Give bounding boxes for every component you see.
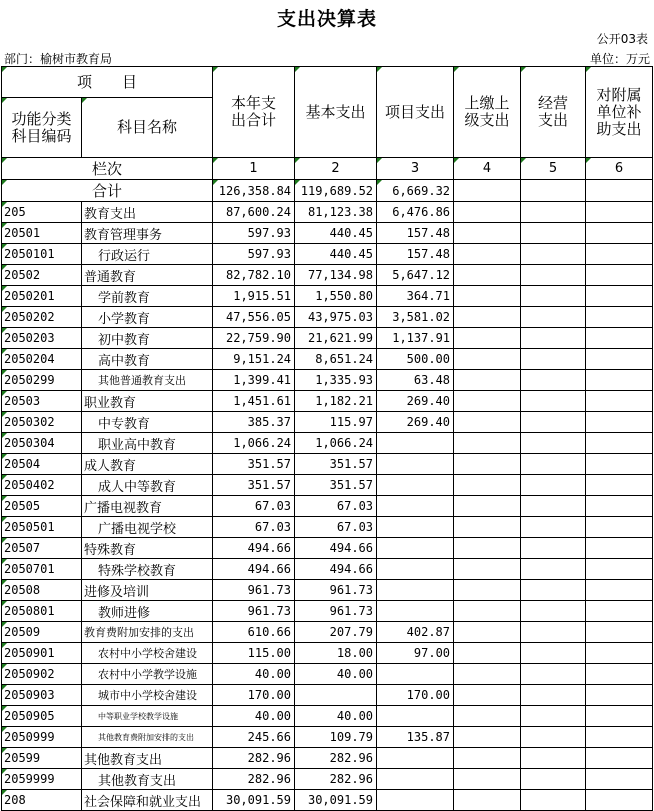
row-total: 282.96 xyxy=(213,769,295,790)
row-business xyxy=(521,538,586,559)
row-business xyxy=(521,202,586,223)
row-project xyxy=(377,664,454,685)
table-row xyxy=(2,307,653,328)
row-project: 269.40 xyxy=(377,412,454,433)
row-upper xyxy=(454,370,521,391)
row-total: 1,451.61 xyxy=(213,391,295,412)
row-upper xyxy=(454,559,521,580)
row-total: 1,399.41 xyxy=(213,370,295,391)
row-code: 20505 xyxy=(2,496,82,517)
row-code: 20501 xyxy=(2,223,82,244)
column-num-1: 1 xyxy=(213,158,295,180)
row-upper xyxy=(454,286,521,307)
table-row xyxy=(2,664,653,685)
table-row xyxy=(2,538,653,559)
row-basic: 494.66 xyxy=(295,559,377,580)
row-business xyxy=(521,580,586,601)
row-name: 普通教育 xyxy=(82,265,213,286)
row-basic: 961.73 xyxy=(295,580,377,601)
table-number: 公开03表 xyxy=(596,32,648,46)
table-row xyxy=(2,454,653,475)
row-name: 城市中小学校舍建设 xyxy=(82,685,213,706)
row-subsidy xyxy=(586,244,653,265)
table-row xyxy=(2,790,653,811)
row-basic: 40.00 xyxy=(295,706,377,727)
table-row xyxy=(2,265,653,286)
row-name: 社会保障和就业支出 xyxy=(82,790,213,811)
row-project xyxy=(377,433,454,454)
row-total: 9,151.24 xyxy=(213,349,295,370)
row-upper xyxy=(454,685,521,706)
row-business xyxy=(521,244,586,265)
row-project: 402.87 xyxy=(377,622,454,643)
row-code: 2050101 xyxy=(2,244,82,265)
row-name: 职业教育 xyxy=(82,391,213,412)
row-basic xyxy=(295,685,377,706)
table-row xyxy=(2,328,653,349)
row-upper xyxy=(454,643,521,664)
row-subsidy xyxy=(586,454,653,475)
table-row xyxy=(2,601,653,622)
row-business xyxy=(521,622,586,643)
row-project: 1,137.91 xyxy=(377,328,454,349)
table-row xyxy=(2,496,653,517)
row-upper xyxy=(454,412,521,433)
row-project xyxy=(377,601,454,622)
row-basic: 440.45 xyxy=(295,223,377,244)
row-project xyxy=(377,706,454,727)
row-upper xyxy=(454,664,521,685)
row-name: 农村中小学教学设施 xyxy=(82,664,213,685)
row-project: 5,647.12 xyxy=(377,265,454,286)
row-business xyxy=(521,307,586,328)
total-row-business xyxy=(521,180,586,202)
row-code: 2050801 xyxy=(2,601,82,622)
header-name: 科目名称 xyxy=(82,98,213,158)
row-upper xyxy=(454,601,521,622)
report-title: 支出决算表 xyxy=(276,8,377,30)
row-business xyxy=(521,349,586,370)
row-total: 610.66 xyxy=(213,622,295,643)
row-basic: 207.79 xyxy=(295,622,377,643)
row-code: 20504 xyxy=(2,454,82,475)
column-num-5: 5 xyxy=(521,158,586,180)
row-name: 行政运行 xyxy=(82,244,213,265)
row-project: 170.00 xyxy=(377,685,454,706)
row-code: 2050201 xyxy=(2,286,82,307)
row-upper xyxy=(454,265,521,286)
header-item: 项 目 xyxy=(2,67,213,98)
row-basic: 30,091.59 xyxy=(295,790,377,811)
table-row xyxy=(2,202,653,223)
row-project xyxy=(377,748,454,769)
row-business xyxy=(521,517,586,538)
row-business xyxy=(521,727,586,748)
row-business xyxy=(521,643,586,664)
row-basic: 351.57 xyxy=(295,475,377,496)
row-basic: 351.57 xyxy=(295,454,377,475)
row-upper xyxy=(454,538,521,559)
row-upper xyxy=(454,517,521,538)
row-code: 20503 xyxy=(2,391,82,412)
row-upper xyxy=(454,706,521,727)
row-name: 成人中等教育 xyxy=(82,475,213,496)
row-upper xyxy=(454,328,521,349)
row-name: 其他普通教育支出 xyxy=(82,370,213,391)
row-subsidy xyxy=(586,664,653,685)
row-code: 2050204 xyxy=(2,349,82,370)
row-basic: 18.00 xyxy=(295,643,377,664)
row-basic: 282.96 xyxy=(295,769,377,790)
row-code: 20507 xyxy=(2,538,82,559)
table-row xyxy=(2,223,653,244)
table-row xyxy=(2,685,653,706)
row-business xyxy=(521,769,586,790)
row-code: 20508 xyxy=(2,580,82,601)
total-row-basic: 119,689.52 xyxy=(295,180,377,202)
row-project xyxy=(377,580,454,601)
row-business xyxy=(521,223,586,244)
row-total: 87,600.24 xyxy=(213,202,295,223)
row-project xyxy=(377,517,454,538)
header-subsidy: 对附属单位补助支出 xyxy=(586,67,653,158)
row-upper xyxy=(454,475,521,496)
row-name: 成人教育 xyxy=(82,454,213,475)
row-name: 中等职业学校教学设施 xyxy=(82,706,213,727)
row-total: 494.66 xyxy=(213,538,295,559)
row-business xyxy=(521,496,586,517)
total-row-project: 6,669.32 xyxy=(377,180,454,202)
row-business xyxy=(521,559,586,580)
row-subsidy xyxy=(586,580,653,601)
row-basic: 494.66 xyxy=(295,538,377,559)
row-code: 2059999 xyxy=(2,769,82,790)
row-total: 961.73 xyxy=(213,580,295,601)
row-basic: 43,975.03 xyxy=(295,307,377,328)
row-total: 597.93 xyxy=(213,223,295,244)
row-business xyxy=(521,391,586,412)
row-total: 385.37 xyxy=(213,412,295,433)
row-upper xyxy=(454,727,521,748)
row-total: 40.00 xyxy=(213,706,295,727)
row-upper xyxy=(454,433,521,454)
row-project: 135.87 xyxy=(377,727,454,748)
row-subsidy xyxy=(586,538,653,559)
row-name: 特殊学校教育 xyxy=(82,559,213,580)
row-project xyxy=(377,559,454,580)
row-code: 2050302 xyxy=(2,412,82,433)
row-upper xyxy=(454,244,521,265)
row-upper xyxy=(454,496,521,517)
row-name: 职业高中教育 xyxy=(82,433,213,454)
table-row xyxy=(2,244,653,265)
table-row xyxy=(2,706,653,727)
row-subsidy xyxy=(586,433,653,454)
row-code: 205 xyxy=(2,202,82,223)
row-subsidy xyxy=(586,685,653,706)
row-upper xyxy=(454,349,521,370)
row-basic: 77,134.98 xyxy=(295,265,377,286)
row-project: 157.48 xyxy=(377,244,454,265)
row-upper xyxy=(454,622,521,643)
row-subsidy xyxy=(586,328,653,349)
row-name: 教育费附加安排的支出 xyxy=(82,622,213,643)
table-row xyxy=(2,391,653,412)
row-name: 特殊教育 xyxy=(82,538,213,559)
row-subsidy xyxy=(586,412,653,433)
row-name: 中专教育 xyxy=(82,412,213,433)
row-project: 6,476.86 xyxy=(377,202,454,223)
row-total: 351.57 xyxy=(213,475,295,496)
row-business xyxy=(521,328,586,349)
row-basic: 21,621.99 xyxy=(295,328,377,349)
row-subsidy xyxy=(586,223,653,244)
row-total: 245.66 xyxy=(213,727,295,748)
unit-label: 单位：万元 xyxy=(589,52,650,66)
row-subsidy xyxy=(586,643,653,664)
row-upper xyxy=(454,790,521,811)
row-total: 494.66 xyxy=(213,559,295,580)
row-business xyxy=(521,706,586,727)
row-subsidy xyxy=(586,286,653,307)
total-row-total: 126,358.84 xyxy=(213,180,295,202)
row-name: 教师进修 xyxy=(82,601,213,622)
row-basic: 961.73 xyxy=(295,601,377,622)
row-total: 597.93 xyxy=(213,244,295,265)
row-name: 初中教育 xyxy=(82,328,213,349)
row-subsidy xyxy=(586,496,653,517)
header-upper: 上缴上级支出 xyxy=(454,67,521,158)
row-project xyxy=(377,454,454,475)
row-project: 63.48 xyxy=(377,370,454,391)
row-project: 500.00 xyxy=(377,349,454,370)
row-total: 961.73 xyxy=(213,601,295,622)
row-name: 高中教育 xyxy=(82,349,213,370)
row-name: 其他教育支出 xyxy=(82,769,213,790)
total-row-subsidy xyxy=(586,180,653,202)
row-code: 2050905 xyxy=(2,706,82,727)
row-code: 2050701 xyxy=(2,559,82,580)
row-total: 67.03 xyxy=(213,496,295,517)
row-project xyxy=(377,496,454,517)
row-subsidy xyxy=(586,307,653,328)
column-row-label: 栏次 xyxy=(2,158,213,180)
row-code: 20599 xyxy=(2,748,82,769)
row-upper xyxy=(454,202,521,223)
row-upper xyxy=(454,307,521,328)
row-project: 269.40 xyxy=(377,391,454,412)
header-code: 功能分类科目编码 xyxy=(2,98,82,158)
row-code: 2050299 xyxy=(2,370,82,391)
row-basic: 282.96 xyxy=(295,748,377,769)
row-subsidy xyxy=(586,391,653,412)
row-name: 其他教育支出 xyxy=(82,748,213,769)
row-code: 2050202 xyxy=(2,307,82,328)
row-total: 282.96 xyxy=(213,748,295,769)
row-basic: 1,335.93 xyxy=(295,370,377,391)
row-name: 进修及培训 xyxy=(82,580,213,601)
row-name: 学前教育 xyxy=(82,286,213,307)
row-total: 47,556.05 xyxy=(213,307,295,328)
column-num-6: 6 xyxy=(586,158,653,180)
total-row-upper xyxy=(454,180,521,202)
table-row xyxy=(2,412,653,433)
row-code: 2050402 xyxy=(2,475,82,496)
row-code: 208 xyxy=(2,790,82,811)
row-total: 67.03 xyxy=(213,517,295,538)
row-business xyxy=(521,664,586,685)
row-basic: 440.45 xyxy=(295,244,377,265)
row-basic: 8,651.24 xyxy=(295,349,377,370)
table-row xyxy=(2,559,653,580)
row-upper xyxy=(454,769,521,790)
row-business xyxy=(521,286,586,307)
column-num-2: 2 xyxy=(295,158,377,180)
row-basic: 67.03 xyxy=(295,496,377,517)
row-subsidy xyxy=(586,202,653,223)
department-label: 部门：榆树市教育局 xyxy=(4,52,113,66)
total-row-label: 合计 xyxy=(2,180,213,202)
row-business xyxy=(521,475,586,496)
row-code: 20509 xyxy=(2,622,82,643)
row-project xyxy=(377,769,454,790)
header-project: 项目支出 xyxy=(377,67,454,158)
table-row xyxy=(2,475,653,496)
row-basic: 40.00 xyxy=(295,664,377,685)
row-subsidy xyxy=(586,748,653,769)
row-name: 广播电视教育 xyxy=(82,496,213,517)
row-name: 农村中小学校舍建设 xyxy=(82,643,213,664)
row-business xyxy=(521,601,586,622)
row-project xyxy=(377,790,454,811)
row-subsidy xyxy=(586,769,653,790)
row-subsidy xyxy=(586,265,653,286)
table-row xyxy=(2,727,653,748)
row-total: 115.00 xyxy=(213,643,295,664)
row-total: 40.00 xyxy=(213,664,295,685)
row-total: 22,759.90 xyxy=(213,328,295,349)
header-basic: 基本支出 xyxy=(295,67,377,158)
row-code: 20502 xyxy=(2,265,82,286)
row-basic: 109.79 xyxy=(295,727,377,748)
table-row xyxy=(2,769,653,790)
row-total: 82,782.10 xyxy=(213,265,295,286)
row-basic: 1,550.80 xyxy=(295,286,377,307)
row-name: 教育管理事务 xyxy=(82,223,213,244)
row-basic: 81,123.38 xyxy=(295,202,377,223)
row-business xyxy=(521,790,586,811)
header-business: 经营支出 xyxy=(521,67,586,158)
row-basic: 1,182.21 xyxy=(295,391,377,412)
row-code: 2050501 xyxy=(2,517,82,538)
row-code: 2050999 xyxy=(2,727,82,748)
row-business xyxy=(521,370,586,391)
row-subsidy xyxy=(586,790,653,811)
row-project: 364.71 xyxy=(377,286,454,307)
row-total: 351.57 xyxy=(213,454,295,475)
row-upper xyxy=(454,454,521,475)
row-subsidy xyxy=(586,559,653,580)
row-upper xyxy=(454,391,521,412)
table-row xyxy=(2,370,653,391)
row-name: 小学教育 xyxy=(82,307,213,328)
row-subsidy xyxy=(586,349,653,370)
row-upper xyxy=(454,223,521,244)
row-subsidy xyxy=(586,475,653,496)
header-total: 本年支出合计 xyxy=(213,67,295,158)
column-num-3: 3 xyxy=(377,158,454,180)
row-project xyxy=(377,475,454,496)
row-subsidy xyxy=(586,622,653,643)
column-num-4: 4 xyxy=(454,158,521,180)
row-subsidy xyxy=(586,370,653,391)
row-name: 教育支出 xyxy=(82,202,213,223)
table-row xyxy=(2,622,653,643)
row-code: 2050304 xyxy=(2,433,82,454)
row-business xyxy=(521,412,586,433)
table-row xyxy=(2,580,653,601)
row-upper xyxy=(454,748,521,769)
row-project: 97.00 xyxy=(377,643,454,664)
row-business xyxy=(521,748,586,769)
row-business xyxy=(521,454,586,475)
row-name: 其他教育费附加安排的支出 xyxy=(82,727,213,748)
table-row xyxy=(2,643,653,664)
row-basic: 115.97 xyxy=(295,412,377,433)
row-code: 2050902 xyxy=(2,664,82,685)
row-project: 3,581.02 xyxy=(377,307,454,328)
row-business xyxy=(521,433,586,454)
table-row xyxy=(2,286,653,307)
row-subsidy xyxy=(586,706,653,727)
table-body xyxy=(2,202,653,811)
table-row xyxy=(2,433,653,454)
row-project xyxy=(377,538,454,559)
row-total: 1,915.51 xyxy=(213,286,295,307)
row-name: 广播电视学校 xyxy=(82,517,213,538)
row-subsidy xyxy=(586,727,653,748)
row-subsidy xyxy=(586,517,653,538)
row-basic: 1,066.24 xyxy=(295,433,377,454)
table-row xyxy=(2,748,653,769)
row-code: 2050203 xyxy=(2,328,82,349)
row-total: 30,091.59 xyxy=(213,790,295,811)
row-basic: 67.03 xyxy=(295,517,377,538)
expenditure-table xyxy=(1,66,653,811)
row-code: 2050901 xyxy=(2,643,82,664)
table-row xyxy=(2,349,653,370)
row-project: 157.48 xyxy=(377,223,454,244)
row-total: 1,066.24 xyxy=(213,433,295,454)
row-upper xyxy=(454,580,521,601)
row-code: 2050903 xyxy=(2,685,82,706)
row-total: 170.00 xyxy=(213,685,295,706)
row-business xyxy=(521,685,586,706)
table-row xyxy=(2,517,653,538)
row-business xyxy=(521,265,586,286)
row-subsidy xyxy=(586,601,653,622)
